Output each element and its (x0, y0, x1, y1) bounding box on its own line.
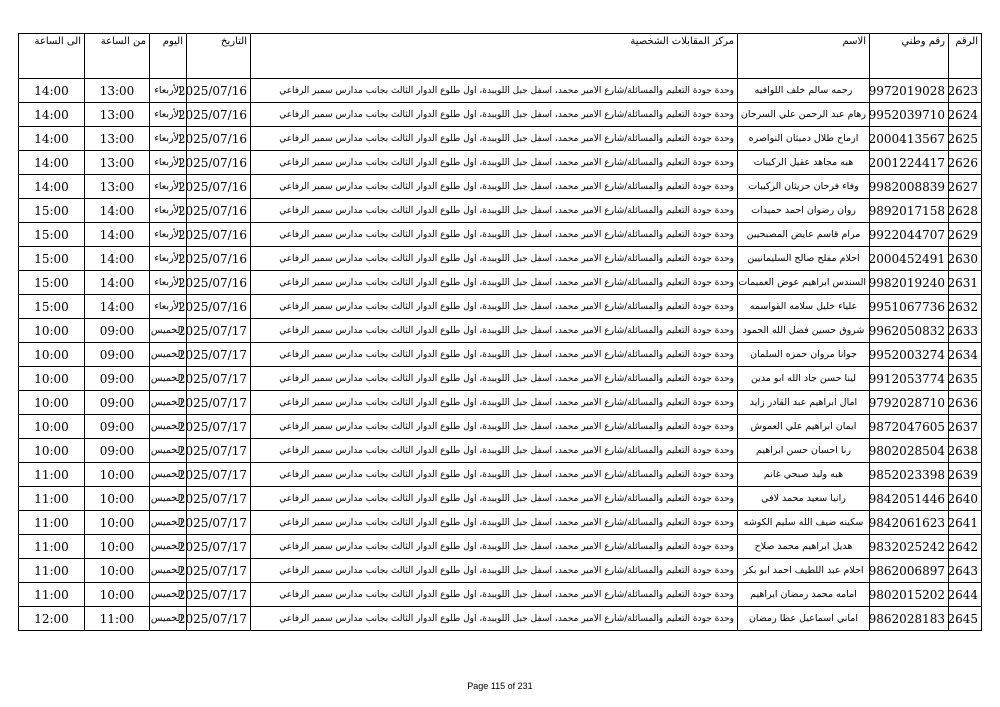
table-row (19, 439, 982, 463)
date-cell: 2025/07/17 (187, 319, 251, 343)
name-cell: ارماح طلال دميثان النواصره (738, 127, 870, 151)
to-time-cell: 10:00 (19, 319, 85, 343)
table-row (19, 511, 982, 535)
from-time-cell: 14:00 (85, 223, 150, 247)
table-row (19, 175, 982, 199)
date-cell: 2025/07/16 (187, 295, 251, 319)
day-cell: الخميس (150, 583, 187, 607)
name-cell: هبه وليد صبحي غانم (738, 463, 870, 487)
from-time-cell: 10:00 (85, 487, 150, 511)
date-cell: 2025/07/16 (187, 103, 251, 127)
to-time-cell: 15:00 (19, 199, 85, 223)
date-cell: 2025/07/16 (187, 199, 251, 223)
row-number: 2630 (949, 247, 982, 271)
date-cell: 2025/07/17 (187, 463, 251, 487)
to-time-cell: 14:00 (19, 103, 85, 127)
row-number: 2643 (949, 559, 982, 583)
from-time-cell: 13:00 (85, 151, 150, 175)
to-time-cell: 11:00 (19, 511, 85, 535)
row-number: 2645 (949, 607, 982, 631)
row-number: 2627 (949, 175, 982, 199)
day-cell: الخميس (150, 463, 187, 487)
to-time-cell: 14:00 (19, 175, 85, 199)
row-number: 2633 (949, 319, 982, 343)
table-row (19, 79, 982, 103)
center-cell: وحدة جودة التعليم والمسائلة/شارع الامير محمد، اسفل جبل اللويبدة، اول طلوع الدوار الثالث بجانب مدارس سمير الرفاعي (251, 271, 738, 295)
center-cell: وحدة جودة التعليم والمسائلة/شارع الامير محمد، اسفل جبل اللويبدة، اول طلوع الدوار الثالث بجانب مدارس سمير الرفاعي (251, 463, 738, 487)
center-cell: وحدة جودة التعليم والمسائلة/شارع الامير محمد، اسفل جبل اللويبدة، اول طلوع الدوار الثالث بجانب مدارس سمير الرفاعي (251, 367, 738, 391)
national-id-cell: 9892017158 (870, 199, 949, 223)
national-id-cell: 9952039710 (870, 103, 949, 127)
day-cell: الأربعاء (150, 175, 187, 199)
from-time-cell: 14:00 (85, 247, 150, 271)
date-cell: 2025/07/17 (187, 391, 251, 415)
table-row (19, 223, 982, 247)
name-cell: هبه مجاهد عقيل الركيبات (738, 151, 870, 175)
header-num: الرقم (949, 34, 982, 79)
center-cell: وحدة جودة التعليم والمسائلة/شارع الامير محمد، اسفل جبل اللويبدة، اول طلوع الدوار الثالث بجانب مدارس سمير الرفاعي (251, 607, 738, 631)
center-cell: وحدة جودة التعليم والمسائلة/شارع الامير محمد، اسفل جبل اللويبدة، اول طلوع الدوار الثالث بجانب مدارس سمير الرفاعي (251, 223, 738, 247)
date-cell: 2025/07/16 (187, 247, 251, 271)
day-cell: الخميس (150, 607, 187, 631)
date-cell: 2025/07/17 (187, 367, 251, 391)
row-number: 2632 (949, 295, 982, 319)
day-cell: الأربعاء (150, 271, 187, 295)
name-cell: اماني اسماعيل عطا رمضان (738, 607, 870, 631)
from-time-cell: 10:00 (85, 559, 150, 583)
table-row (19, 367, 982, 391)
national-id-cell: 9872047605 (870, 415, 949, 439)
name-cell: ايمان ابراهيم علي العموش (738, 415, 870, 439)
name-cell: روان رضوان احمد حميدات (738, 199, 870, 223)
national-id-cell: 9862028183 (870, 607, 949, 631)
national-id-cell: 9842061623 (870, 511, 949, 535)
page-number: Page 115 of 231 (467, 681, 533, 691)
from-time-cell: 10:00 (85, 463, 150, 487)
name-cell: احلام عبد اللطيف احمد ابو بكر (738, 559, 870, 583)
name-cell: شروق حسين فضل الله الحمود (738, 319, 870, 343)
table-row (19, 487, 982, 511)
national-id-cell: 9792028710 (870, 391, 949, 415)
to-time-cell: 10:00 (19, 367, 85, 391)
to-time-cell: 15:00 (19, 223, 85, 247)
header-center: مركز المقابلات الشخصية (251, 34, 738, 79)
to-time-cell: 11:00 (19, 535, 85, 559)
to-time-cell: 10:00 (19, 391, 85, 415)
national-id-cell: 9982019240 (870, 271, 949, 295)
national-id-cell: 9922044707 (870, 223, 949, 247)
name-cell: رانيا سعيد محمد لافي (738, 487, 870, 511)
day-cell: الخميس (150, 415, 187, 439)
day-cell: الخميس (150, 367, 187, 391)
day-cell: الخميس (150, 535, 187, 559)
day-cell: الخميس (150, 511, 187, 535)
center-cell: وحدة جودة التعليم والمسائلة/شارع الامير محمد، اسفل جبل اللويبدة، اول طلوع الدوار الثالث بجانب مدارس سمير الرفاعي (251, 103, 738, 127)
to-time-cell: 15:00 (19, 271, 85, 295)
row-number: 2634 (949, 343, 982, 367)
name-cell: لينا حسن جاد الله ابو مدين (738, 367, 870, 391)
row-number: 2631 (949, 271, 982, 295)
center-cell: وحدة جودة التعليم والمسائلة/شارع الامير محمد، اسفل جبل اللويبدة، اول طلوع الدوار الثالث بجانب مدارس سمير الرفاعي (251, 535, 738, 559)
center-cell: وحدة جودة التعليم والمسائلة/شارع الامير محمد، اسفل جبل اللويبدة، اول طلوع الدوار الثالث بجانب مدارس سمير الرفاعي (251, 583, 738, 607)
national-id-cell: 9912053774 (870, 367, 949, 391)
day-cell: الأربعاء (150, 223, 187, 247)
day-cell: الخميس (150, 391, 187, 415)
national-id-cell: 2000413567 (870, 127, 949, 151)
from-time-cell: 11:00 (85, 607, 150, 631)
date-cell: 2025/07/16 (187, 223, 251, 247)
date-cell: 2025/07/17 (187, 583, 251, 607)
day-cell: الخميس (150, 559, 187, 583)
from-time-cell: 09:00 (85, 391, 150, 415)
table-row (19, 343, 982, 367)
center-cell: وحدة جودة التعليم والمسائلة/شارع الامير محمد، اسفل جبل اللويبدة، اول طلوع الدوار الثالث بجانب مدارس سمير الرفاعي (251, 319, 738, 343)
row-number: 2637 (949, 415, 982, 439)
table-row (19, 271, 982, 295)
row-number: 2625 (949, 127, 982, 151)
name-cell: امال ابراهيم عبد القادر زايد (738, 391, 870, 415)
header-to-time: الى الساعة (19, 34, 85, 79)
table-row (19, 199, 982, 223)
date-cell: 2025/07/16 (187, 151, 251, 175)
national-id-cell: 9832025242 (870, 535, 949, 559)
row-number: 2629 (949, 223, 982, 247)
to-time-cell: 11:00 (19, 583, 85, 607)
day-cell: الأربعاء (150, 295, 187, 319)
to-time-cell: 11:00 (19, 559, 85, 583)
table-row (19, 583, 982, 607)
from-time-cell: 10:00 (85, 511, 150, 535)
day-cell: الأربعاء (150, 103, 187, 127)
day-cell: الخميس (150, 343, 187, 367)
row-number: 2644 (949, 583, 982, 607)
from-time-cell: 09:00 (85, 343, 150, 367)
date-cell: 2025/07/17 (187, 415, 251, 439)
from-time-cell: 13:00 (85, 175, 150, 199)
name-cell: احلام مفلح صالح السليمانيين (738, 247, 870, 271)
date-cell: 2025/07/16 (187, 127, 251, 151)
interview-schedule-table (18, 33, 982, 631)
row-number: 2639 (949, 463, 982, 487)
center-cell: وحدة جودة التعليم والمسائلة/شارع الامير محمد، اسفل جبل اللويبدة، اول طلوع الدوار الثالث بجانب مدارس سمير الرفاعي (251, 199, 738, 223)
national-id-cell: 9962050832 (870, 319, 949, 343)
name-cell: السندس ابراهيم عوض العميمات (738, 271, 870, 295)
national-id-cell: 9951067736 (870, 295, 949, 319)
national-id-cell: 9982008839 (870, 175, 949, 199)
from-time-cell: 10:00 (85, 535, 150, 559)
to-time-cell: 10:00 (19, 343, 85, 367)
date-cell: 2025/07/16 (187, 175, 251, 199)
from-time-cell: 09:00 (85, 415, 150, 439)
national-id-cell: 9862006897 (870, 559, 949, 583)
table-row (19, 151, 982, 175)
name-cell: جوانا مروان حمزه السلمان (738, 343, 870, 367)
header-national-id: رقم وطني (870, 34, 949, 79)
to-time-cell: 11:00 (19, 487, 85, 511)
day-cell: الأربعاء (150, 151, 187, 175)
header-day: اليوم (150, 34, 187, 79)
row-number: 2641 (949, 511, 982, 535)
name-cell: رحمه سالم خلف اللوافيه (738, 79, 870, 103)
to-time-cell: 14:00 (19, 79, 85, 103)
row-number: 2623 (949, 79, 982, 103)
header-date: التاريخ (187, 34, 251, 79)
table-row (19, 103, 982, 127)
day-cell: الخميس (150, 439, 187, 463)
table-row (19, 391, 982, 415)
center-cell: وحدة جودة التعليم والمسائلة/شارع الامير محمد، اسفل جبل اللويبدة، اول طلوع الدوار الثالث بجانب مدارس سمير الرفاعي (251, 295, 738, 319)
from-time-cell: 10:00 (85, 583, 150, 607)
row-number: 2638 (949, 439, 982, 463)
day-cell: الأربعاء (150, 247, 187, 271)
national-id-cell: 2001224417 (870, 151, 949, 175)
date-cell: 2025/07/17 (187, 343, 251, 367)
header-name: الاسم (738, 34, 870, 79)
row-number: 2642 (949, 535, 982, 559)
from-time-cell: 09:00 (85, 319, 150, 343)
from-time-cell: 14:00 (85, 199, 150, 223)
center-cell: وحدة جودة التعليم والمسائلة/شارع الامير محمد، اسفل جبل اللويبدة، اول طلوع الدوار الثالث بجانب مدارس سمير الرفاعي (251, 439, 738, 463)
name-cell: رهام عبد الرحمن علي السرحان (738, 103, 870, 127)
center-cell: وحدة جودة التعليم والمسائلة/شارع الامير محمد، اسفل جبل اللويبدة، اول طلوع الدوار الثالث بجانب مدارس سمير الرفاعي (251, 127, 738, 151)
to-time-cell: 15:00 (19, 247, 85, 271)
table-row (19, 127, 982, 151)
date-cell: 2025/07/16 (187, 79, 251, 103)
center-cell: وحدة جودة التعليم والمسائلة/شارع الامير محمد، اسفل جبل اللويبدة، اول طلوع الدوار الثالث بجانب مدارس سمير الرفاعي (251, 487, 738, 511)
center-cell: وحدة جودة التعليم والمسائلة/شارع الامير محمد، اسفل جبل اللويبدة، اول طلوع الدوار الثالث بجانب مدارس سمير الرفاعي (251, 175, 738, 199)
to-time-cell: 10:00 (19, 439, 85, 463)
row-number: 2628 (949, 199, 982, 223)
center-cell: وحدة جودة التعليم والمسائلة/شارع الامير محمد، اسفل جبل اللويبدة، اول طلوع الدوار الثالث بجانب مدارس سمير الرفاعي (251, 391, 738, 415)
table-row (19, 295, 982, 319)
from-time-cell: 13:00 (85, 79, 150, 103)
header-from-time: من الساعة (85, 34, 150, 79)
table-row (19, 559, 982, 583)
day-cell: الأربعاء (150, 127, 187, 151)
to-time-cell: 15:00 (19, 295, 85, 319)
national-id-cell: 2000452491 (870, 247, 949, 271)
table-row (19, 535, 982, 559)
table-row (19, 247, 982, 271)
table-row (19, 607, 982, 631)
row-number: 2626 (949, 151, 982, 175)
table-row (19, 463, 982, 487)
day-cell: الخميس (150, 319, 187, 343)
center-cell: وحدة جودة التعليم والمسائلة/شارع الامير محمد، اسفل جبل اللويبدة، اول طلوع الدوار الثالث بجانب مدارس سمير الرفاعي (251, 343, 738, 367)
date-cell: 2025/07/17 (187, 559, 251, 583)
from-time-cell: 09:00 (85, 439, 150, 463)
row-number: 2624 (949, 103, 982, 127)
national-id-cell: 9802015202 (870, 583, 949, 607)
from-time-cell: 09:00 (85, 367, 150, 391)
center-cell: وحدة جودة التعليم والمسائلة/شارع الامير محمد، اسفل جبل اللويبدة، اول طلوع الدوار الثالث بجانب مدارس سمير الرفاعي (251, 559, 738, 583)
name-cell: امامه محمد رمضان ابراهيم (738, 583, 870, 607)
to-time-cell: 12:00 (19, 607, 85, 631)
table-row (19, 319, 982, 343)
center-cell: وحدة جودة التعليم والمسائلة/شارع الامير محمد، اسفل جبل اللويبدة، اول طلوع الدوار الثالث بجانب مدارس سمير الرفاعي (251, 247, 738, 271)
center-cell: وحدة جودة التعليم والمسائلة/شارع الامير محمد، اسفل جبل اللويبدة، اول طلوع الدوار الثالث بجانب مدارس سمير الرفاعي (251, 415, 738, 439)
table-row (19, 415, 982, 439)
date-cell: 2025/07/17 (187, 607, 251, 631)
row-number: 2636 (949, 391, 982, 415)
national-id-cell: 9842051446 (870, 487, 949, 511)
from-time-cell: 13:00 (85, 127, 150, 151)
national-id-cell: 9952003274 (870, 343, 949, 367)
date-cell: 2025/07/17 (187, 511, 251, 535)
from-time-cell: 14:00 (85, 271, 150, 295)
from-time-cell: 13:00 (85, 103, 150, 127)
name-cell: وفاء فرحان حريثان الركيبات (738, 175, 870, 199)
name-cell: سكينه ضيف الله سليم الكوشه (738, 511, 870, 535)
day-cell: الأربعاء (150, 199, 187, 223)
from-time-cell: 14:00 (85, 295, 150, 319)
to-time-cell: 14:00 (19, 151, 85, 175)
name-cell: رنا احسان حسن ابراهيم (738, 439, 870, 463)
to-time-cell: 11:00 (19, 463, 85, 487)
to-time-cell: 10:00 (19, 415, 85, 439)
date-cell: 2025/07/17 (187, 535, 251, 559)
day-cell: الخميس (150, 487, 187, 511)
row-number: 2640 (949, 487, 982, 511)
national-id-cell: 9972019028 (870, 79, 949, 103)
center-cell: وحدة جودة التعليم والمسائلة/شارع الامير محمد، اسفل جبل اللويبدة، اول طلوع الدوار الثالث بجانب مدارس سمير الرفاعي (251, 511, 738, 535)
to-time-cell: 14:00 (19, 127, 85, 151)
row-number: 2635 (949, 367, 982, 391)
center-cell: وحدة جودة التعليم والمسائلة/شارع الامير محمد، اسفل جبل اللويبدة، اول طلوع الدوار الثالث بجانب مدارس سمير الرفاعي (251, 151, 738, 175)
national-id-cell: 9852023398 (870, 463, 949, 487)
day-cell: الأربعاء (150, 79, 187, 103)
header-row (19, 34, 982, 79)
date-cell: 2025/07/17 (187, 487, 251, 511)
name-cell: هديل ابراهيم محمد صلاح (738, 535, 870, 559)
national-id-cell: 9802028504 (870, 439, 949, 463)
center-cell: وحدة جودة التعليم والمسائلة/شارع الامير محمد، اسفل جبل اللويبدة، اول طلوع الدوار الثالث بجانب مدارس سمير الرفاعي (251, 79, 738, 103)
date-cell: 2025/07/16 (187, 271, 251, 295)
date-cell: 2025/07/17 (187, 439, 251, 463)
name-cell: مرام قاسم عايض المصبحيين (738, 223, 870, 247)
name-cell: علياء خليل سلامه القواسمه (738, 295, 870, 319)
